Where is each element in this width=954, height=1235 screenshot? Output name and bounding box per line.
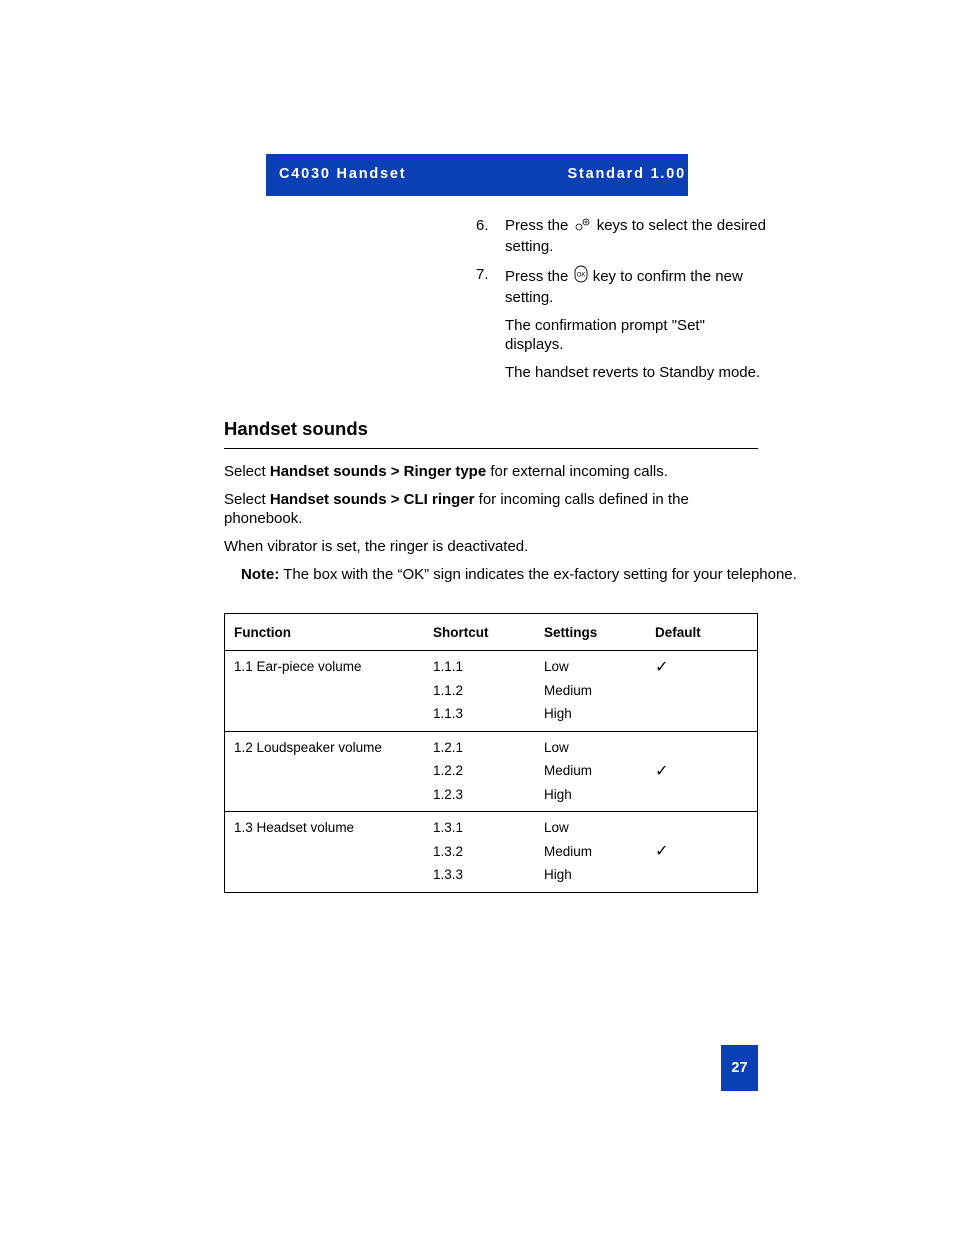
setting-cell: High <box>535 863 646 892</box>
paragraph-vibrator: When vibrator is set, the ringer is deactivated. <box>224 538 529 555</box>
function-cell <box>225 679 425 703</box>
step-number: 7. <box>476 266 489 283</box>
table-row <box>225 651 758 679</box>
step-number: 6. <box>476 217 489 234</box>
note-label: Note: <box>241 566 280 583</box>
menu-separator: > <box>386 463 404 480</box>
default-check <box>646 702 758 731</box>
default-check <box>646 863 758 892</box>
step-note: The confirmation prompt "Set" displays. <box>505 317 705 353</box>
column-header-default: Default <box>646 614 758 651</box>
table-row <box>225 702 758 731</box>
function-cell: 1.3 Headset volume <box>234 820 355 836</box>
text: Select <box>224 463 270 480</box>
note <box>241 565 797 584</box>
function-cell <box>225 863 425 892</box>
function-cell <box>225 840 425 864</box>
procedure-steps <box>476 216 766 391</box>
setting-cell: Medium <box>544 682 593 698</box>
menu-item: Ringer type <box>403 463 487 480</box>
shortcut-cell: 1.1.1 <box>433 659 464 675</box>
setting-cell: Medium <box>544 843 593 859</box>
setting-cell: High <box>535 783 646 812</box>
setting-cell: Low <box>544 659 569 675</box>
document-title: C4030 Handset <box>279 166 407 182</box>
table-row <box>225 759 758 783</box>
ok-key-label: OK <box>576 272 585 279</box>
shortcut-cell: 1.1.2 <box>433 682 464 698</box>
text: Select <box>224 491 270 508</box>
page-number: 27 <box>721 1045 758 1091</box>
step-7 <box>476 265 766 307</box>
setting-cell: Medium <box>544 763 593 779</box>
function-cell: 1.2 Loudspeaker volume <box>234 739 382 755</box>
table-row <box>225 679 758 703</box>
step-text-before: Press the <box>505 217 569 234</box>
shortcut-cell: 1.2.3 <box>424 783 535 812</box>
column-header-settings: Settings <box>535 614 646 651</box>
default-check <box>646 731 758 759</box>
shortcut-cell: 1.2.2 <box>433 763 464 779</box>
table-row <box>225 731 758 759</box>
header-bar <box>266 154 688 196</box>
navigation-key-icon <box>574 218 592 237</box>
text: for incoming calls defined in the phonebook. <box>224 491 689 527</box>
setting-cell: Low <box>544 820 569 836</box>
note-text: The box with the “OK” sign indicates the ex-factory setting for your telephone. <box>279 566 797 583</box>
setting-cell: Low <box>544 739 569 755</box>
step-text-after: keys to select the desired setting. <box>505 217 766 255</box>
document-version: Standard 1.00 <box>567 166 686 182</box>
function-cell <box>225 759 425 783</box>
shortcut-cell: 1.1.3 <box>424 702 535 731</box>
default-check <box>646 812 758 840</box>
shortcut-cell: 1.3.1 <box>433 820 464 836</box>
setting-cell: High <box>535 702 646 731</box>
function-cell: 1.1 Ear-piece volume <box>234 659 362 675</box>
step-text-before: Press the <box>505 268 569 285</box>
shortcut-cell: 1.3.3 <box>424 863 535 892</box>
column-header-function: Function <box>225 614 425 651</box>
ok-key-icon <box>574 265 588 288</box>
default-check: ✓ <box>655 843 669 861</box>
section-title: Handset sounds <box>224 418 368 439</box>
shortcut-cell: 1.2.1 <box>433 739 464 755</box>
step-text-after: key to confirm the new setting. <box>505 268 743 306</box>
default-check <box>646 679 758 703</box>
table-row <box>225 840 758 864</box>
handset-sounds-table <box>224 613 758 893</box>
step-6 <box>476 216 766 256</box>
function-cell <box>225 702 425 731</box>
default-check: ✓ <box>655 762 669 780</box>
table-header-row <box>225 614 758 651</box>
shortcut-cell: 1.3.2 <box>433 843 464 859</box>
menu-path: Handset sounds <box>269 463 387 480</box>
function-cell <box>225 783 425 812</box>
menu-separator: > <box>386 491 404 508</box>
column-header-shortcut: Shortcut <box>424 614 535 651</box>
paragraph-ringer-type <box>224 462 758 481</box>
step-note: The handset reverts to Standby mode. <box>505 364 761 381</box>
menu-item: CLI ringer <box>403 491 475 508</box>
table-row <box>225 812 758 840</box>
default-check <box>646 783 758 812</box>
table-row <box>225 783 758 812</box>
section-divider <box>224 448 758 449</box>
paragraph-cli-ringer <box>224 490 758 528</box>
table-row <box>225 863 758 892</box>
text: for external incoming calls. <box>486 463 668 480</box>
menu-path: Handset sounds <box>269 491 387 508</box>
default-check: ✓ <box>655 658 669 676</box>
